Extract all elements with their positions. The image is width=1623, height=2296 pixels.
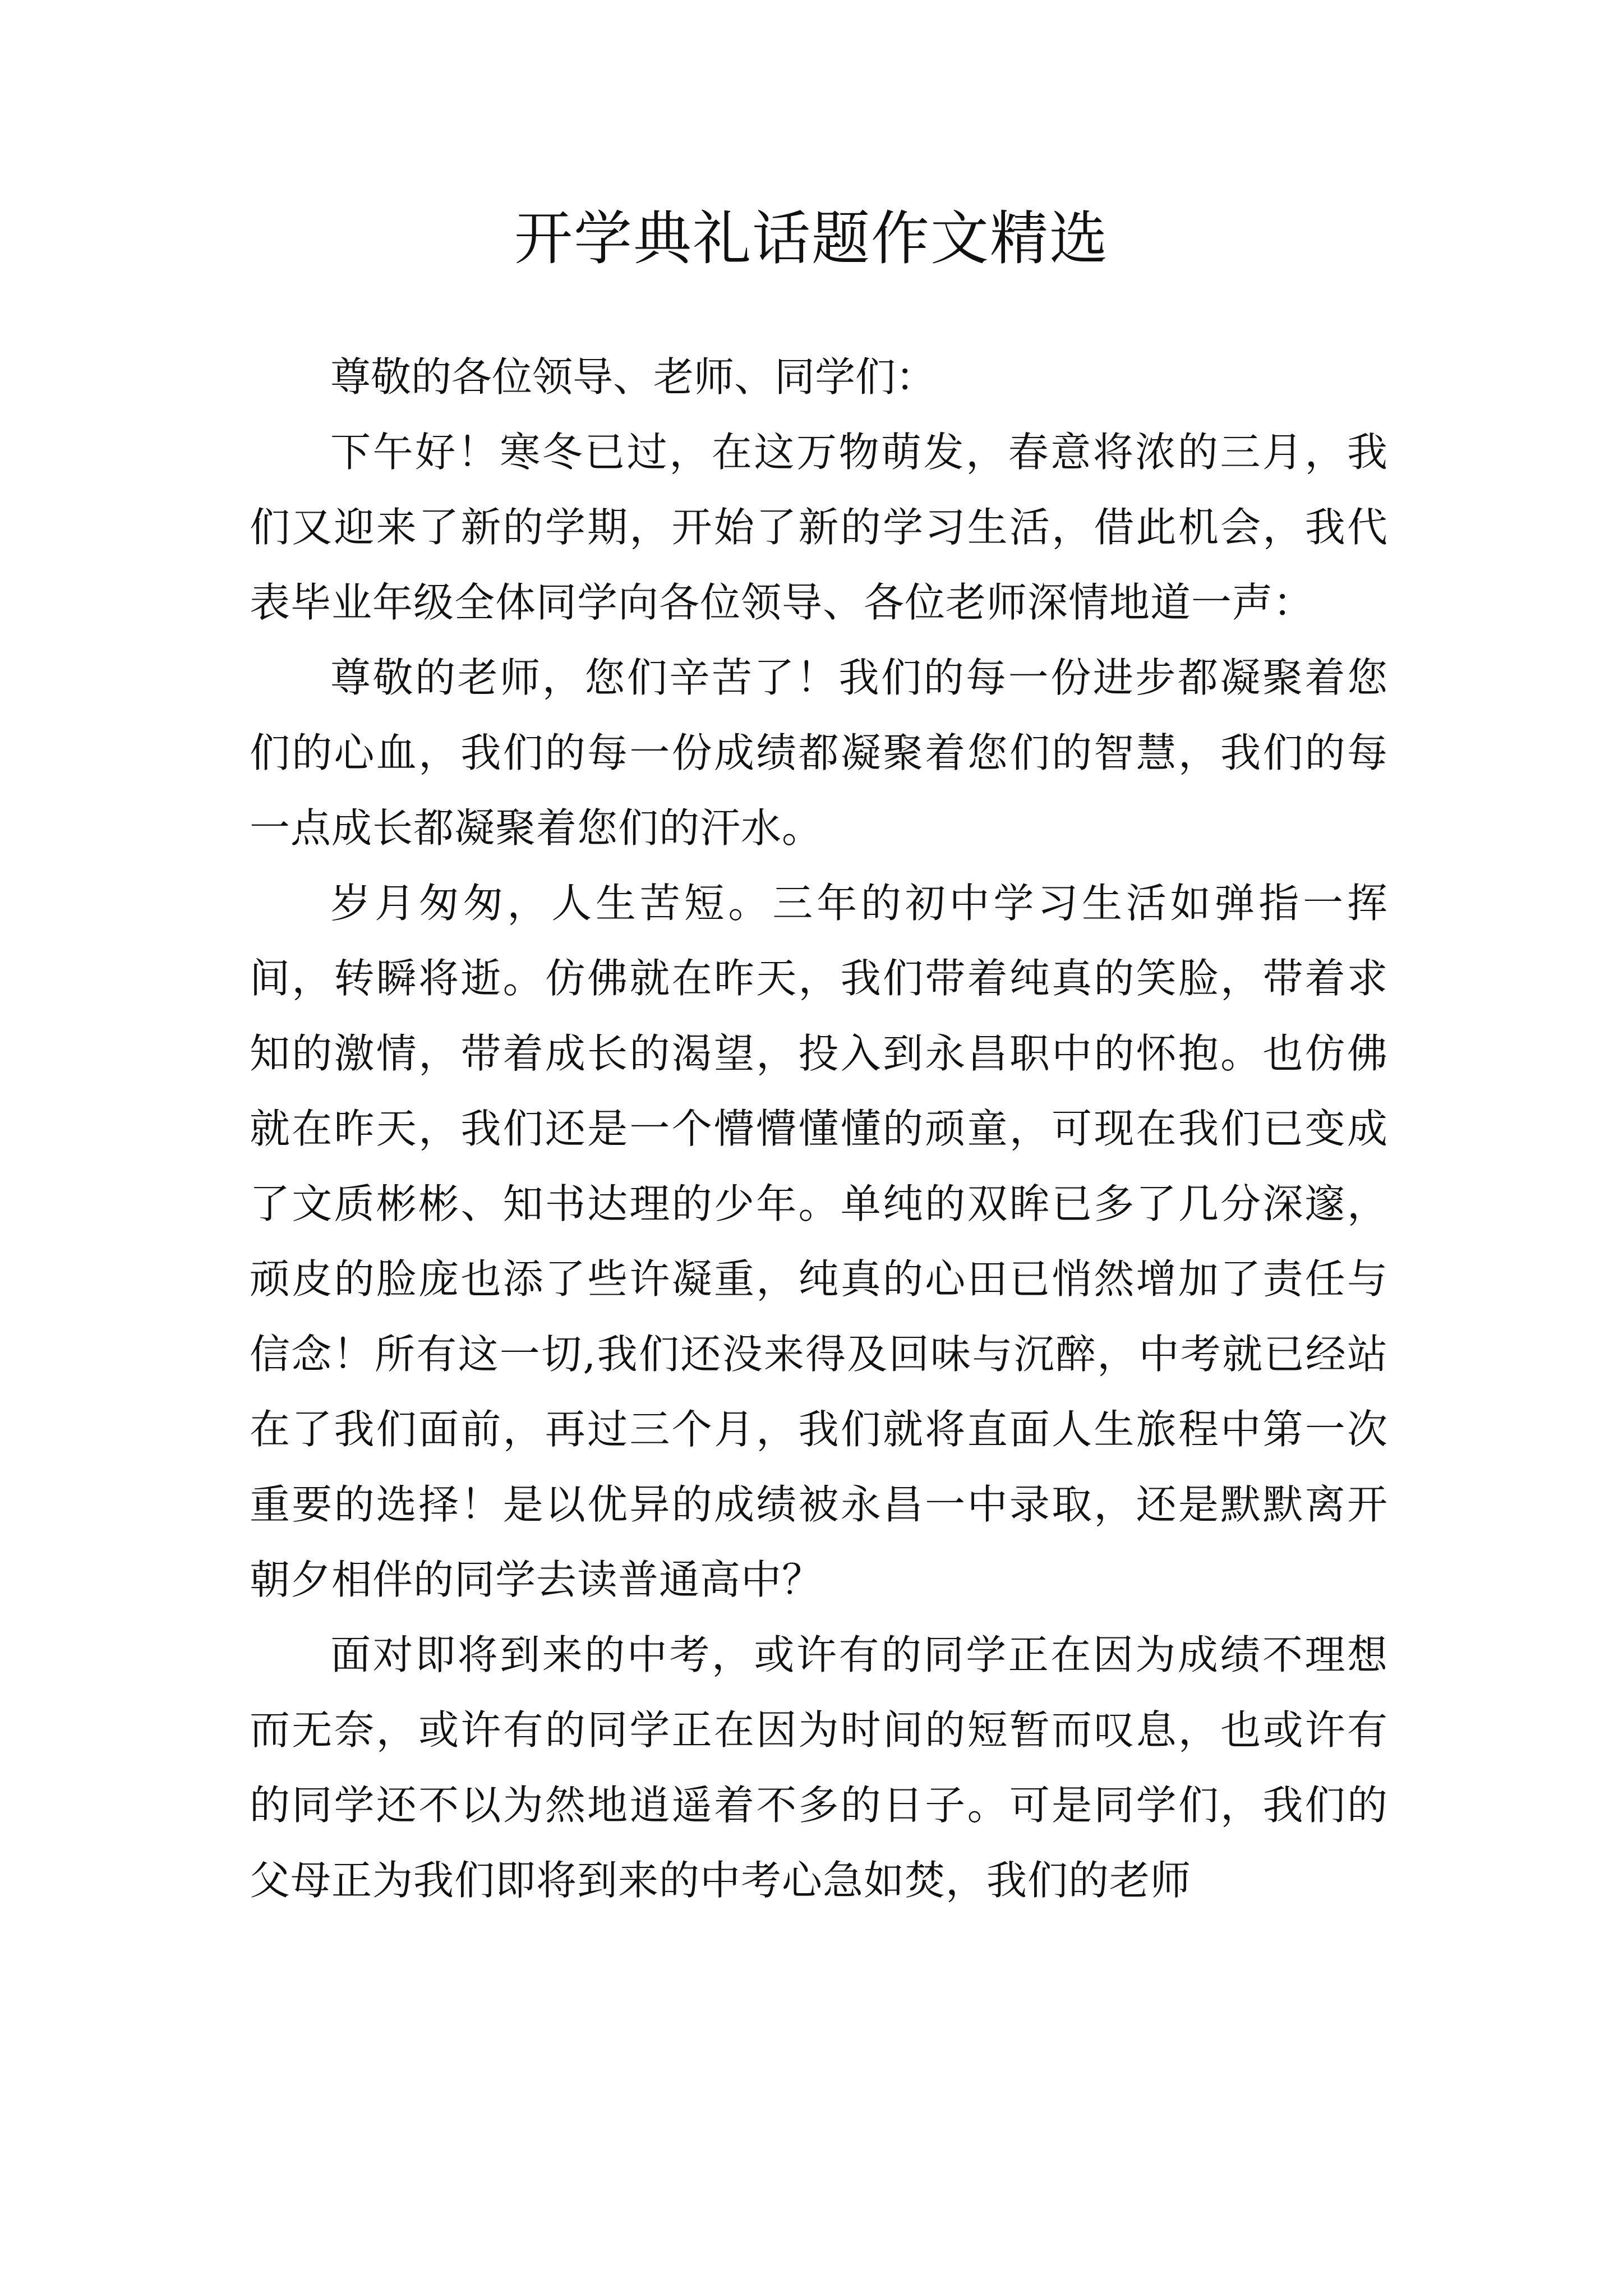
paragraph-time-passing: 岁月匆匆，人生苦短。三年的初中学习生活如弹指一挥间，转瞬将逝。仿佛就在昨天，我们带着纯真的笑脸，带着求知的激情，带着成长的渴望，投入到永昌职中的怀抱。也仿佛就在昨天，我们还是一个懵懵懂懂的顽童，可现在我们已变成了文质彬彬、知书达理的少年。单纯的双眸已多了几分深邃，顽皮的脸庞也添了些许凝重，纯真的心田已悄然增加了责任与信念！所有这一切,我们还没来得及回味与沉醉，中考就已经站在了我们面前，再过三个月，我们就将直面人生旅程中第一次重要的选择！是以优异的成绩被永昌一中录取，还是默默离开朝夕相伴的同学去读普通高中？ <box>250 880 1388 1603</box>
salutation: 尊敬的各位领导、老师、同学们： <box>330 353 937 401</box>
document-title: 开学典礼话题作文精选 <box>514 204 1109 273</box>
paragraph-greeting: 下午好！寒冬已过，在这万物萌发，春意将浓的三月，我们又迎来了新的学期，开始了新的学习生活，借此机会，我代表毕业年级全体同学向各位领导、各位老师深情地道一声： <box>250 429 1388 626</box>
document-body <box>250 339 1388 1918</box>
paragraph-facing-exam: 面对即将到来的中考，或许有的同学正在因为成绩不理想而无奈，或许有的同学正在因为时间的短暂而叹息，也或许有的同学还不以为然地逍遥着不多的日子。可是同学们，我们的父母正为我们即将到来的中考心急如焚，我们的老师 <box>250 1631 1388 1904</box>
paragraph-thanks-teachers: 尊敬的老师，您们辛苦了！我们的每一份进步都凝聚着您们的心血，我们的每一份成绩都凝聚着您们的智慧，我们的每一点成长都凝聚着您们的汗水。 <box>250 654 1388 852</box>
